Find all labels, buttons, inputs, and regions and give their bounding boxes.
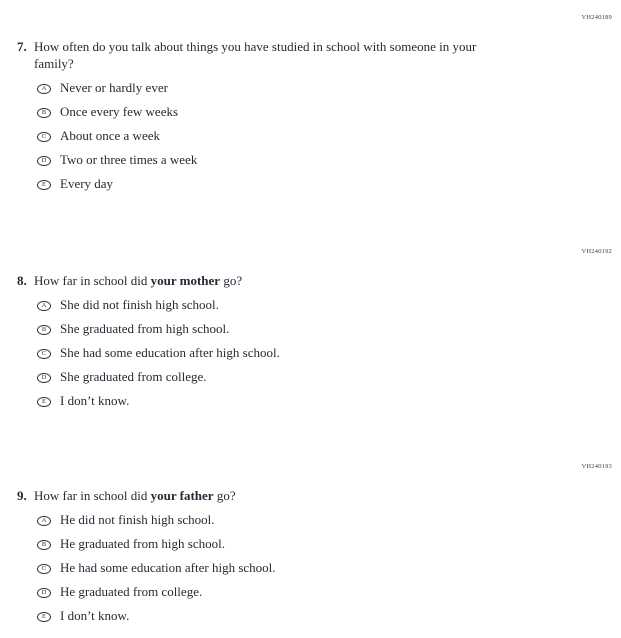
question-block-7 bbox=[0, 14, 621, 200]
question-number: 8. bbox=[17, 273, 27, 288]
bubble-letter: E bbox=[42, 397, 46, 405]
answer-bubble-icon[interactable] bbox=[37, 516, 51, 526]
question-text-after: go? bbox=[220, 273, 243, 288]
answer-bubble-icon[interactable] bbox=[37, 397, 51, 407]
answer-label: She had some education after high school. bbox=[60, 345, 280, 360]
answer-label: Every day bbox=[60, 176, 114, 191]
answer-option-a[interactable] bbox=[37, 297, 612, 313]
bubble-letter: E bbox=[42, 180, 46, 188]
item-code: VH240192 bbox=[581, 248, 612, 255]
answer-option-b[interactable] bbox=[37, 104, 612, 120]
answer-label: He graduated from high school. bbox=[60, 536, 225, 551]
question-8 bbox=[17, 272, 612, 289]
bubble-letter: D bbox=[41, 588, 47, 596]
question-9 bbox=[17, 487, 612, 504]
question-text bbox=[34, 38, 510, 72]
answer-bubble-icon[interactable] bbox=[37, 325, 51, 335]
question-number: 9. bbox=[17, 488, 27, 503]
options-list bbox=[17, 80, 612, 192]
question-block-9 bbox=[0, 463, 621, 632]
question-7 bbox=[17, 38, 612, 72]
bubble-letter: B bbox=[41, 325, 47, 333]
answer-option-c[interactable] bbox=[37, 345, 612, 361]
answer-bubble-icon[interactable] bbox=[37, 540, 51, 550]
bubble-letter: D bbox=[41, 373, 47, 381]
bubble-letter: C bbox=[41, 132, 47, 140]
answer-label: He graduated from college. bbox=[60, 584, 203, 599]
answer-label: She did not finish high school. bbox=[60, 297, 219, 312]
bubble-letter: B bbox=[41, 540, 47, 548]
answer-bubble-icon[interactable] bbox=[37, 84, 51, 94]
bubble-letter: A bbox=[41, 516, 47, 524]
answer-label: He had some education after high school. bbox=[60, 560, 276, 575]
bubble-letter: C bbox=[41, 564, 47, 572]
answer-label: Never or hardly ever bbox=[60, 80, 168, 95]
answer-option-e[interactable] bbox=[37, 608, 612, 624]
bubble-letter: D bbox=[41, 156, 47, 164]
answer-option-a[interactable] bbox=[37, 80, 612, 96]
answer-option-d[interactable] bbox=[37, 584, 612, 600]
answer-option-c[interactable] bbox=[37, 560, 612, 576]
answer-bubble-icon[interactable] bbox=[37, 588, 51, 598]
answer-option-d[interactable] bbox=[37, 369, 612, 385]
answer-option-b[interactable] bbox=[37, 321, 612, 337]
answer-bubble-icon[interactable] bbox=[37, 301, 51, 311]
question-text-bold: your father bbox=[150, 488, 214, 503]
answer-bubble-icon[interactable] bbox=[37, 180, 51, 190]
answer-bubble-icon[interactable] bbox=[37, 108, 51, 118]
answer-label: About once a week bbox=[60, 128, 160, 143]
bubble-letter: E bbox=[42, 612, 46, 620]
answer-label: She graduated from college. bbox=[60, 369, 207, 384]
question-text-after: go? bbox=[213, 488, 236, 503]
answer-label: I don’t know. bbox=[60, 608, 130, 623]
question-text bbox=[34, 272, 242, 289]
answer-option-e[interactable] bbox=[37, 176, 612, 192]
bubble-letter: C bbox=[41, 349, 47, 357]
answer-label: Once every few weeks bbox=[60, 104, 179, 119]
question-text-before: How far in school did bbox=[34, 488, 151, 503]
answer-bubble-icon[interactable] bbox=[37, 349, 51, 359]
answer-option-c[interactable] bbox=[37, 128, 612, 144]
question-text-before: How far in school did bbox=[34, 273, 151, 288]
answer-bubble-icon[interactable] bbox=[37, 564, 51, 574]
answer-label: I don’t know. bbox=[60, 393, 130, 408]
answer-option-b[interactable] bbox=[37, 536, 612, 552]
answer-option-d[interactable] bbox=[37, 152, 612, 168]
bubble-letter: B bbox=[41, 108, 47, 116]
options-list bbox=[17, 512, 612, 624]
question-text-before: How often do you talk about things you have studied in school with someone in your family? bbox=[34, 39, 477, 71]
answer-label: Two or three times a week bbox=[60, 152, 198, 167]
question-number: 7. bbox=[17, 39, 27, 54]
bubble-letter: A bbox=[41, 84, 47, 92]
answer-label: She graduated from high school. bbox=[60, 321, 230, 336]
answer-bubble-icon[interactable] bbox=[37, 612, 51, 622]
bubble-letter: A bbox=[41, 301, 47, 309]
question-text-bold: your mother bbox=[150, 273, 221, 288]
question-block-8 bbox=[0, 248, 621, 417]
answer-option-a[interactable] bbox=[37, 512, 612, 528]
answer-label: He did not finish high school. bbox=[60, 512, 215, 527]
answer-bubble-icon[interactable] bbox=[37, 132, 51, 142]
answer-option-e[interactable] bbox=[37, 393, 612, 409]
answer-bubble-icon[interactable] bbox=[37, 156, 51, 166]
question-text bbox=[34, 487, 236, 504]
answer-bubble-icon[interactable] bbox=[37, 373, 51, 383]
item-code: VH240193 bbox=[581, 463, 612, 470]
options-list bbox=[17, 297, 612, 409]
item-code: VH240189 bbox=[581, 14, 612, 21]
